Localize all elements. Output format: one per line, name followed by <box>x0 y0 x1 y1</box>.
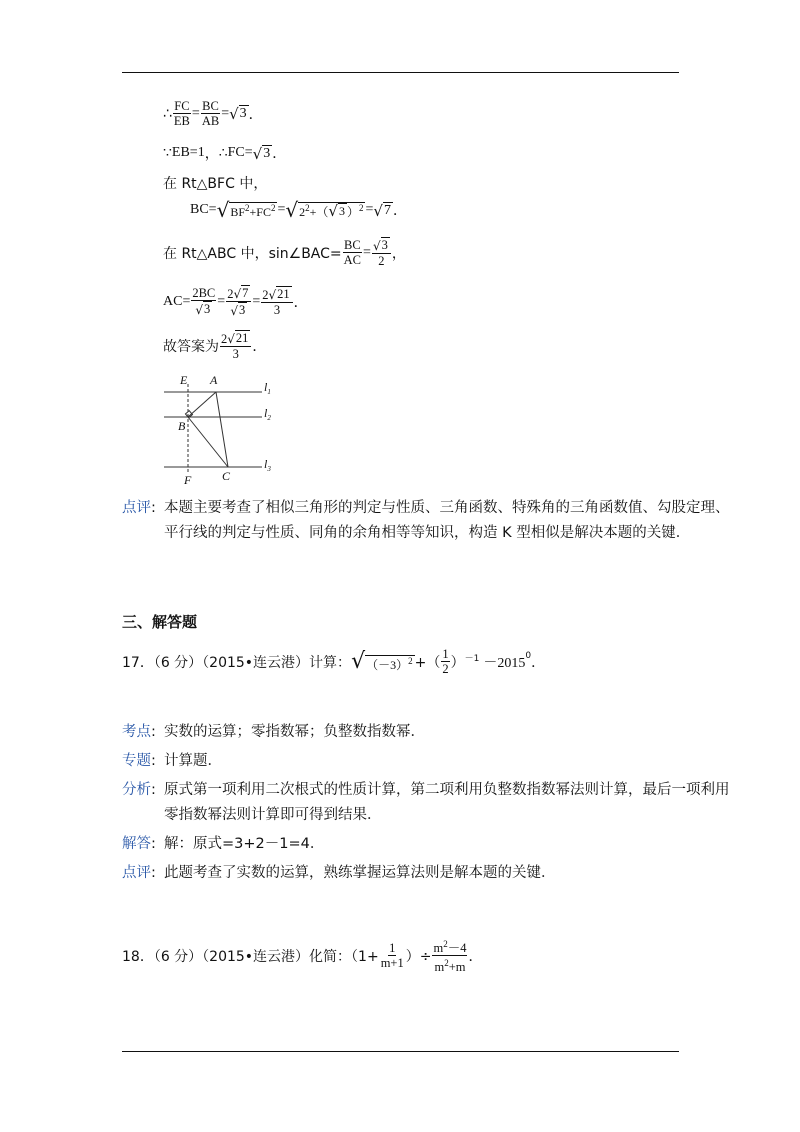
numerator: BC <box>344 238 361 252</box>
exp: 2 <box>270 203 276 213</box>
row-text: 原式第一项利用二次根式的性质计算，第二项利用负整数指数幂法则计算，最后一项利用零指数幂法则计算即可得到结果． <box>164 782 730 823</box>
text: 在 Rt△BFC 中， <box>163 176 268 192</box>
divide: ）÷ <box>405 948 432 965</box>
period: ． <box>392 204 407 219</box>
label-f: F <box>184 473 192 487</box>
question-18 <box>122 937 482 974</box>
therefore-symbol: ∴ <box>163 105 172 122</box>
answer-row-kaodian <box>122 720 734 745</box>
colon: : <box>151 753 156 769</box>
label-text: 点评 <box>122 500 151 516</box>
fraction-answer <box>220 330 251 361</box>
fraction-1-m1 <box>380 941 405 970</box>
fraction-half <box>441 647 449 676</box>
numerator: 1 <box>389 941 396 956</box>
numerator: BC <box>202 99 219 113</box>
rest: +m <box>448 960 466 975</box>
period: ． <box>293 295 308 311</box>
fc-label: FC= <box>227 145 253 160</box>
row-label <box>122 749 164 774</box>
numerator <box>432 937 467 956</box>
numerator: √ 3 <box>372 237 391 254</box>
exp: 2 <box>444 958 449 969</box>
denominator: √ 3 <box>195 302 211 317</box>
m: m <box>433 941 444 956</box>
therefore-symbol: ∴ <box>218 145 228 161</box>
colon: : <box>151 782 156 798</box>
fraction-2bc-sqrt3 <box>191 286 216 317</box>
plus: +（ <box>414 654 441 671</box>
math-line-6 <box>163 285 308 318</box>
colon: : <box>151 724 156 740</box>
colon: : <box>151 865 156 881</box>
label-e: E <box>180 373 188 387</box>
exp: 2 <box>443 939 448 949</box>
exp: 2 <box>305 203 310 213</box>
bottom-rule <box>122 1051 679 1052</box>
numerator: 2 √ 21 <box>220 330 251 347</box>
segment-ab <box>188 392 216 417</box>
numerator: 2 √ 7 <box>226 285 251 302</box>
bf: BF <box>230 205 246 219</box>
label-text: 分析 <box>122 782 151 798</box>
math-line-1 <box>163 99 263 128</box>
numerator: 2BC <box>192 286 216 300</box>
math-line-7 <box>163 330 266 361</box>
exponent-neg1: －1 <box>464 654 480 664</box>
question-number: 18．（6 分）（2015•连云港）化简：（1+ <box>122 948 379 965</box>
denominator: 2 <box>442 662 449 676</box>
fraction-sqrt3-2 <box>372 237 391 268</box>
review-text: 本题主要考查了相似三角形的判定与性质、三角函数、特殊角的三角函数值、勾股定理、平行线的判定与性质、同角的余角相等等知识，构造 K 型相似是解决本题的关键． <box>164 500 730 541</box>
equals: = <box>365 202 374 217</box>
segment-ac <box>216 392 228 467</box>
label-text: 解答 <box>122 836 151 852</box>
question-number: 17．（6 分）（2015•连云港）计算： <box>122 654 352 671</box>
radicand: 21 <box>235 331 249 345</box>
math-line-5 <box>163 237 406 268</box>
label-b: B <box>178 419 186 433</box>
row-text: 此题考查了实数的运算，熟练掌握运算法则是解本题的关键． <box>164 865 556 881</box>
label-text: 专题 <box>122 753 151 769</box>
radicand: 3 <box>338 204 345 218</box>
radicand: 3 <box>239 106 247 121</box>
fraction-2sqrt21-3 <box>261 286 292 317</box>
text: 在 Rt△ABC 中，sin∠BAC= <box>163 245 342 262</box>
row-label <box>122 778 164 828</box>
radicand: 21 <box>277 287 290 301</box>
two: 2 <box>299 205 306 219</box>
top-rule <box>122 72 679 73</box>
label-text: 考点 <box>122 724 151 740</box>
row-label <box>122 861 164 886</box>
text: 故答案为 <box>163 338 219 355</box>
close: ） <box>450 654 465 671</box>
denominator: 3 <box>273 303 281 317</box>
fraction-bc-ab <box>201 99 220 128</box>
m: m <box>434 960 445 975</box>
period: ． <box>531 654 546 671</box>
plus-fc: +FC <box>249 205 271 219</box>
period: ． <box>468 948 483 965</box>
answer-row-zhuanti <box>122 749 734 774</box>
label-a: A <box>210 373 218 387</box>
denominator: AB <box>201 114 220 128</box>
rest: －4 <box>447 941 467 956</box>
math-line-4 <box>190 200 407 220</box>
denominator: m+1 <box>380 956 404 971</box>
colon: : <box>151 500 156 516</box>
radicand: 3 <box>263 145 271 161</box>
radicand <box>229 202 277 220</box>
label-l3: $l_3$ <box>264 457 271 473</box>
review-label <box>122 496 164 546</box>
row-label <box>122 720 164 745</box>
fraction-2sqrt7-sqrt3 <box>226 285 251 318</box>
row-label <box>122 832 164 857</box>
radicand: 7 <box>242 286 249 300</box>
colon: : <box>151 836 156 852</box>
radicand <box>298 202 365 220</box>
radicand: 3 <box>204 302 211 316</box>
numerator: 1 <box>442 647 449 661</box>
label-text: 点评 <box>122 865 151 881</box>
equals: = <box>191 105 200 121</box>
equals: = <box>217 293 226 309</box>
math-line-3 <box>163 173 267 193</box>
sqrt-3: √ 3 <box>252 144 271 163</box>
denominator: 3 <box>232 347 239 361</box>
neg-three: （－3） <box>366 657 409 672</box>
period: ． <box>272 147 287 162</box>
segment-bc <box>188 417 228 467</box>
answer-row-jieda <box>122 832 734 857</box>
because-symbol: ∵ <box>163 145 172 161</box>
equals: = <box>363 244 371 260</box>
answer-17 <box>122 720 734 886</box>
denominator: √ 3 <box>230 303 246 318</box>
section-title: 三、解答题 <box>122 613 198 631</box>
exp: 2 <box>358 203 364 213</box>
row-text: 计算题． <box>164 753 222 769</box>
sqrt-7: √ 7 <box>373 201 391 220</box>
equals: = <box>252 293 261 309</box>
fraction-bc-ac <box>343 238 362 267</box>
denominator: EB <box>173 114 190 128</box>
fraction-fc-eb <box>173 99 191 128</box>
period: ． <box>248 106 263 123</box>
label-l1: $l_1$ <box>264 380 271 396</box>
sqrt-3: √ 3 <box>328 202 345 220</box>
denominator: AC <box>343 253 362 267</box>
bc-label: BC= <box>190 202 217 217</box>
period: ． <box>252 338 267 355</box>
eb-value: EB=1 <box>171 145 205 160</box>
minus-2015: －2015 <box>483 655 526 671</box>
math-line-2 <box>163 143 286 163</box>
close: ） <box>346 205 359 219</box>
numerator: FC <box>174 99 190 113</box>
review-16 <box>122 496 734 546</box>
exp: 2 <box>245 203 250 213</box>
question-17 <box>122 647 545 676</box>
equals: = <box>221 105 230 121</box>
ac-label: AC= <box>163 293 191 309</box>
sqrt-neg3-squared: √ $(-3)^2$ <box>351 648 413 674</box>
comma: ， <box>204 147 219 162</box>
radicand: 7 <box>383 202 391 218</box>
coef: 2 <box>221 332 228 346</box>
radicand <box>365 655 415 673</box>
plus: +（ <box>309 205 329 219</box>
radicand: 3 <box>381 238 388 252</box>
sqrt-bf-fc: √ $BF^2+FC^2$ <box>216 198 276 222</box>
row-text: 实数的运算；零指数幂；负整数指数幂． <box>164 724 425 740</box>
numerator: 2 √ 21 <box>261 286 292 303</box>
label-l2: $l_2$ <box>264 406 271 422</box>
sqrt-sum: √ $2^2+$（ √ 3 ）$^2$ <box>285 198 364 222</box>
radicand: 3 <box>238 303 246 317</box>
comma: ， <box>391 245 406 262</box>
denominator: 2 <box>378 254 385 268</box>
coef: 2 <box>227 287 234 301</box>
exponent-zero: 0 <box>525 651 532 661</box>
coef: 2 <box>262 288 269 302</box>
equals: = <box>277 202 286 217</box>
answer-row-dianping <box>122 861 734 886</box>
fraction-m2-4-over-m2-m <box>432 937 467 974</box>
sqrt-3: √ 3 <box>229 105 247 123</box>
exp: 2 <box>408 655 413 666</box>
answer-row-fenxi <box>122 778 734 828</box>
denominator <box>433 956 466 974</box>
label-c: C <box>222 469 231 483</box>
geometry-figure <box>158 370 288 490</box>
row-text: 解：原式=3+2－1=4． <box>164 836 325 852</box>
